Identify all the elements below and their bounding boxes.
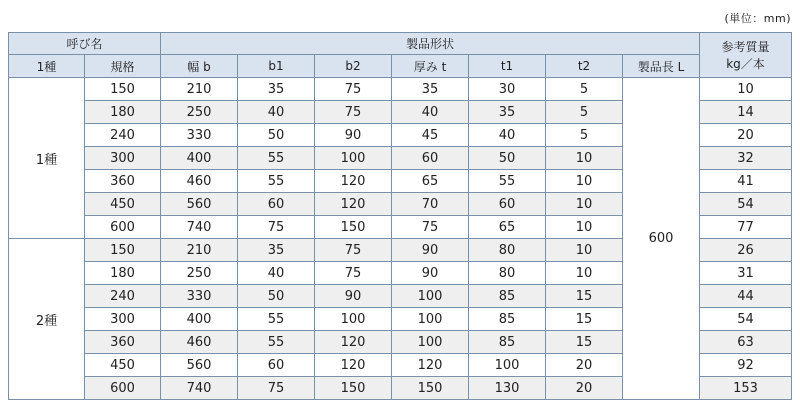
cell-t1: 80 bbox=[469, 262, 546, 285]
cell-t1: 100 bbox=[469, 354, 546, 377]
header-length-L: 製品長 L bbox=[623, 55, 700, 78]
spec-table bbox=[8, 32, 792, 400]
cell-b2: 100 bbox=[315, 308, 392, 331]
cell-thickness-t: 150 bbox=[392, 377, 469, 400]
header-b1: b1 bbox=[238, 55, 315, 78]
unit-note: (単位：mm) bbox=[724, 12, 791, 25]
cell-t1: 60 bbox=[469, 193, 546, 216]
cell-kind: 2種 bbox=[9, 239, 85, 400]
cell-width-b: 250 bbox=[161, 262, 238, 285]
cell-t2: 10 bbox=[546, 262, 623, 285]
cell-b1: 50 bbox=[238, 285, 315, 308]
cell-width-b: 330 bbox=[161, 124, 238, 147]
cell-weight: 31 bbox=[700, 262, 792, 285]
header-spec: 規格 bbox=[85, 55, 161, 78]
cell-b2: 120 bbox=[315, 193, 392, 216]
header-thickness-t: 厚み t bbox=[392, 55, 469, 78]
cell-t1: 35 bbox=[469, 101, 546, 124]
cell-width-b: 210 bbox=[161, 78, 238, 101]
cell-b1: 40 bbox=[238, 101, 315, 124]
cell-b1: 60 bbox=[238, 193, 315, 216]
cell-t2: 20 bbox=[546, 377, 623, 400]
cell-t2: 10 bbox=[546, 170, 623, 193]
cell-thickness-t: 75 bbox=[392, 216, 469, 239]
cell-t2: 5 bbox=[546, 124, 623, 147]
cell-b1: 55 bbox=[238, 308, 315, 331]
cell-b1: 55 bbox=[238, 170, 315, 193]
cell-width-b: 210 bbox=[161, 239, 238, 262]
cell-b1: 35 bbox=[238, 239, 315, 262]
cell-b2: 90 bbox=[315, 285, 392, 308]
cell-t1: 55 bbox=[469, 170, 546, 193]
cell-b1: 75 bbox=[238, 216, 315, 239]
header-group-name: 呼び名 bbox=[9, 33, 161, 55]
cell-thickness-t: 40 bbox=[392, 101, 469, 124]
cell-spec: 150 bbox=[85, 239, 161, 262]
cell-width-b: 740 bbox=[161, 216, 238, 239]
table-body bbox=[9, 78, 792, 400]
cell-t1: 85 bbox=[469, 331, 546, 354]
cell-b2: 75 bbox=[315, 262, 392, 285]
cell-weight: 63 bbox=[700, 331, 792, 354]
cell-weight: 77 bbox=[700, 216, 792, 239]
cell-t1: 80 bbox=[469, 239, 546, 262]
cell-kind: 1種 bbox=[9, 78, 85, 239]
cell-t1: 65 bbox=[469, 216, 546, 239]
header-weight-line2: kg／本 bbox=[726, 57, 765, 71]
header-weight bbox=[700, 33, 792, 78]
cell-spec: 360 bbox=[85, 331, 161, 354]
cell-weight: 41 bbox=[700, 170, 792, 193]
cell-t2: 10 bbox=[546, 239, 623, 262]
cell-weight: 32 bbox=[700, 147, 792, 170]
cell-b2: 120 bbox=[315, 354, 392, 377]
cell-b2: 90 bbox=[315, 124, 392, 147]
cell-t2: 5 bbox=[546, 78, 623, 101]
cell-t2: 15 bbox=[546, 331, 623, 354]
cell-b1: 55 bbox=[238, 331, 315, 354]
table-header bbox=[9, 33, 792, 78]
cell-spec: 150 bbox=[85, 78, 161, 101]
cell-width-b: 460 bbox=[161, 331, 238, 354]
cell-width-b: 560 bbox=[161, 354, 238, 377]
header-weight-line1: 参考質量 bbox=[721, 40, 770, 54]
cell-spec: 360 bbox=[85, 170, 161, 193]
cell-spec: 450 bbox=[85, 354, 161, 377]
cell-t2: 10 bbox=[546, 193, 623, 216]
cell-product-length: 600 bbox=[623, 78, 700, 400]
cell-thickness-t: 90 bbox=[392, 239, 469, 262]
cell-thickness-t: 45 bbox=[392, 124, 469, 147]
cell-spec: 300 bbox=[85, 308, 161, 331]
cell-t2: 20 bbox=[546, 354, 623, 377]
cell-t2: 15 bbox=[546, 308, 623, 331]
cell-thickness-t: 90 bbox=[392, 262, 469, 285]
cell-b2: 120 bbox=[315, 170, 392, 193]
cell-width-b: 330 bbox=[161, 285, 238, 308]
header-group-shape: 製品形状 bbox=[161, 33, 700, 55]
cell-b1: 60 bbox=[238, 354, 315, 377]
header-kind: 1種 bbox=[9, 55, 85, 78]
cell-weight: 54 bbox=[700, 308, 792, 331]
cell-b1: 35 bbox=[238, 78, 315, 101]
cell-t1: 130 bbox=[469, 377, 546, 400]
cell-b1: 40 bbox=[238, 262, 315, 285]
cell-t1: 85 bbox=[469, 308, 546, 331]
header-t2: t2 bbox=[546, 55, 623, 78]
cell-t1: 30 bbox=[469, 78, 546, 101]
cell-spec: 600 bbox=[85, 216, 161, 239]
cell-b2: 75 bbox=[315, 101, 392, 124]
cell-b1: 55 bbox=[238, 147, 315, 170]
cell-weight: 54 bbox=[700, 193, 792, 216]
cell-t2: 10 bbox=[546, 216, 623, 239]
cell-spec: 180 bbox=[85, 262, 161, 285]
cell-spec: 180 bbox=[85, 101, 161, 124]
cell-thickness-t: 100 bbox=[392, 331, 469, 354]
cell-thickness-t: 60 bbox=[392, 147, 469, 170]
cell-width-b: 460 bbox=[161, 170, 238, 193]
cell-weight: 20 bbox=[700, 124, 792, 147]
cell-spec: 450 bbox=[85, 193, 161, 216]
cell-weight: 14 bbox=[700, 101, 792, 124]
cell-b1: 75 bbox=[238, 377, 315, 400]
cell-thickness-t: 70 bbox=[392, 193, 469, 216]
cell-width-b: 250 bbox=[161, 101, 238, 124]
cell-width-b: 400 bbox=[161, 147, 238, 170]
header-b2: b2 bbox=[315, 55, 392, 78]
cell-thickness-t: 100 bbox=[392, 285, 469, 308]
cell-t1: 40 bbox=[469, 124, 546, 147]
cell-b1: 50 bbox=[238, 124, 315, 147]
cell-b2: 150 bbox=[315, 377, 392, 400]
cell-b2: 100 bbox=[315, 147, 392, 170]
cell-spec: 240 bbox=[85, 124, 161, 147]
cell-width-b: 400 bbox=[161, 308, 238, 331]
cell-b2: 150 bbox=[315, 216, 392, 239]
header-width-b: 幅 b bbox=[161, 55, 238, 78]
cell-width-b: 560 bbox=[161, 193, 238, 216]
cell-spec: 300 bbox=[85, 147, 161, 170]
cell-weight: 26 bbox=[700, 239, 792, 262]
cell-t2: 5 bbox=[546, 101, 623, 124]
cell-thickness-t: 35 bbox=[392, 78, 469, 101]
cell-t2: 15 bbox=[546, 285, 623, 308]
cell-weight: 92 bbox=[700, 354, 792, 377]
header-t1: t1 bbox=[469, 55, 546, 78]
cell-b2: 75 bbox=[315, 239, 392, 262]
cell-thickness-t: 100 bbox=[392, 308, 469, 331]
cell-spec: 240 bbox=[85, 285, 161, 308]
cell-weight: 44 bbox=[700, 285, 792, 308]
table-row bbox=[9, 78, 792, 101]
cell-spec: 600 bbox=[85, 377, 161, 400]
cell-b2: 120 bbox=[315, 331, 392, 354]
cell-t1: 50 bbox=[469, 147, 546, 170]
cell-t2: 10 bbox=[546, 147, 623, 170]
cell-weight: 10 bbox=[700, 78, 792, 101]
cell-t1: 85 bbox=[469, 285, 546, 308]
cell-weight: 153 bbox=[700, 377, 792, 400]
cell-thickness-t: 65 bbox=[392, 170, 469, 193]
cell-width-b: 740 bbox=[161, 377, 238, 400]
cell-b2: 75 bbox=[315, 78, 392, 101]
cell-thickness-t: 120 bbox=[392, 354, 469, 377]
